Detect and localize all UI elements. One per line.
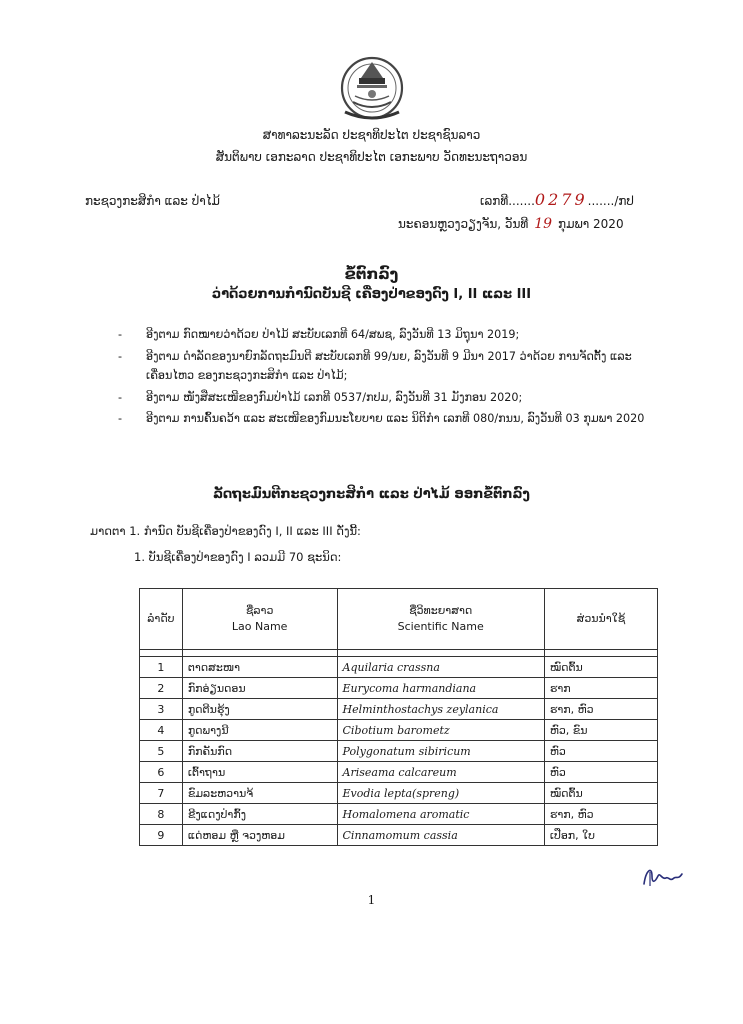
decision-subtitle: ວ່າດ້ວຍການກຳນົດບັນຊີ ເຄື່ອງປ່າຂອງດົງ I, II ແລະ III [211, 287, 532, 302]
place-date-day: 19 [534, 216, 553, 232]
header-part-used: ສ່ວນນຳໃຊ້ [544, 589, 657, 650]
ministry-name: ກະຊວງກະສິກຳ ແລະ ປ່າໄມ້ [85, 194, 220, 208]
table-row: 2 ກົກອ່ຽນດອນ Eurycoma harmandiana ຮາກ [140, 678, 658, 699]
reference-item: - ອີງຕາມ ໜັງສືສະເໜີຂອງກົມປ່າໄມ້ ເລກທີ 0537/ກປມ, ລົງວັນທີ 31 ມັງກອນ 2020; [118, 390, 523, 404]
signature-icon [640, 862, 684, 890]
table-spacer-row [140, 650, 658, 657]
place-date-prefix: ນະຄອນຫຼວງວຽງຈັນ, ວັນທີ [398, 217, 529, 231]
place-date-rest: ກຸມພາ 2020 [558, 217, 624, 231]
document-number-suffix: /ກປ [614, 194, 634, 208]
species-table [139, 588, 658, 846]
decision-title: ຂໍ້ຕົກລົງ [344, 265, 399, 283]
list-1-heading: 1. ບັນຊີເຄື່ອງປ່າຂອງດົງ I ລວມມີ 70 ຊະນິດ: [134, 550, 342, 564]
legal-references [118, 325, 663, 431]
reference-item: - ອີງຕາມ ກົດໝາຍວ່າດ້ວຍ ປ່າໄມ້ ສະບັບເລກທີ 64/ສພຊ, ລົງວັນທີ 13 ມິຖຸນາ 2019; [118, 328, 520, 341]
reference-item: - ອີງຕາມ ການຄົ້ນຄວ້າ ແລະ ສະເໜີຂອງກົມນະໂຍບາຍ ແລະ ນິຕິກຳ ເລກທີ 080/ກນນ, ລົງວັນທີ 03 ກຸມພາ 2020 [118, 412, 645, 425]
header-lao-name: ຊື່ລາວ Lao Name [182, 589, 337, 650]
table-row: 8 ຂີງແດງປ່າກົ້ງ Homalomena aromatic ຮາກ, ຫົວ [140, 804, 658, 825]
table-row: 5 ກົກຄັນກົດ Polygonatum sibiricum ຫົວ [140, 741, 658, 762]
page-number: 1 [367, 893, 376, 907]
table-row: 7 ຂົມລະຫວານຈ້ Evodia lepta(spreng) ໝົດຕົ້ນ [140, 783, 658, 804]
table-row: 1 ຕາດສະໜາ Aquilaria crassna ໝົດຕົ້ນ [140, 657, 658, 678]
article-1: ມາດຕາ 1. ກຳນົດ ບັນຊີເຄື່ອງປ່າຂອງດົງ I, II ແລະ III ດັ່ງນີ້: [90, 524, 361, 538]
country-name: ສາທາລະນະລັດ ປະຊາທິປະໄຕ ປະຊາຊົນລາວ [262, 128, 481, 142]
table-row: 6 ເຕົ້າຖານ Ariseama calcareum ຫົວ [140, 762, 658, 783]
table-header-row [140, 589, 658, 650]
document-number-label: ເລກທີ [480, 194, 509, 208]
document-number: ເລກທີ.......0279......./ກປ [480, 190, 634, 209]
document-number-value: 0279 [534, 190, 588, 209]
header-no: ລຳດັບ [140, 589, 183, 650]
table-row: 3 ກູດຕີນຮຸ້ງ Helminthostachys zeylanica ຮາກ, ຫົວ [140, 699, 658, 720]
reference-item: - ອີງຕາມ ດຳລັດຂອງນາຍົກລັດຖະມົນຕີ ສະບັບເລກທີ 99/ນຍ, ລົງວັນທີ 9 ມີນາ 2017 ວ່າດ້ວຍ ການຈັດຕັ້ງ ແລະ ເຄື່ອນໄຫວ ຂອງກະຊວງກະສິກຳ ແລະ ປ່າໄມ້; [118, 349, 632, 382]
header-scientific-name: ຊື່ວິທະຍາສາດ Scientific Name [337, 589, 544, 650]
table-row: 9 ແດ່ຫອມ ຫຼື ຈວງຫອມ Cinnamomum cassia ເປືອກ, ໃບ [140, 825, 658, 846]
table-row: 4 ກູດພາງນີ Cibotium barometz ຫົວ, ຂົນ [140, 720, 658, 741]
place-date [398, 216, 624, 232]
national-motto: ສັນຕິພາບ ເອກະລາດ ປະຊາທິປະໄຕ ເອກະພາບ ວັດທະນະຖາວອນ [215, 150, 528, 164]
issuer-heading: ລັດຖະມົນຕີກະຊວງກະສິກຳ ແລະ ປ່າໄມ້ ອອກຂໍ້ຕົກລົງ [213, 487, 530, 502]
national-emblem-icon [339, 52, 405, 122]
